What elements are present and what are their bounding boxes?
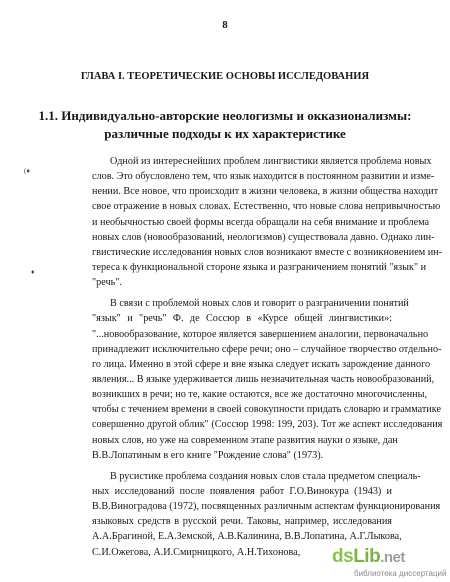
text-line: новых слов, но уже на современном этапе развития науки о языке, дан (92, 434, 398, 446)
watermark-net: .net (380, 549, 405, 566)
margin-mark: (♦ (24, 167, 30, 175)
text-line: "...новообразование, которое является завершением аналогии, первоначально (92, 328, 429, 340)
section-title-line: различные подходы к их характеристике (104, 126, 346, 141)
text-line: ных исследований после появления работ Г.О.Винокура (1943) и (92, 485, 392, 497)
text-line: го лица. Именно в этой сфере и вне языка следует искать зарождение данного (92, 358, 431, 370)
text-line: В русистике проблема создания новых слов стала предметом специаль- (110, 470, 421, 482)
text-line: В связи с проблемой новых слов и говорит о разграничении понятий (110, 298, 409, 310)
text-line: "язык" и "речь" Ф. де Соссюр в «Курсе общей лингвистики»: (92, 313, 392, 325)
text-line: и необычностью своей формы всегда обращали на себя внимание и проблема (92, 216, 430, 228)
text-line: свое отражение в новых словах. Естественно, что новые слова непривычностью (92, 201, 441, 213)
text-line: В.В.Лопатиным в его книге "Рождение слова" (1973). (92, 449, 324, 461)
text-line: языковых средств в русской речи. Таковы, например, исследования (92, 516, 392, 528)
watermark-ds: ds (332, 546, 354, 567)
text-line: возникших в речи; но те, какие остаются, все же достаточно многочисленны, (92, 389, 428, 401)
text-line: Одной из интереснейших проблем лингвистики является проблема новых (110, 156, 432, 167)
watermark-logo (332, 546, 447, 578)
text-line: чтобы с течением времени в своей совокупности придать словарю и грамматике (92, 404, 441, 416)
text-line: совершенно другой облик" (Соссюр 1998: 199, 203). Тот же аспект исследования (92, 419, 443, 431)
text-line: "речь". (92, 277, 122, 289)
watermark-subtitle: библиотека диссертаций (354, 569, 447, 578)
chapter-title: ГЛАВА I. ТЕОРЕТИЧЕСКИЕ ОСНОВЫ ИССЛЕДОВАНИЯ (80, 71, 370, 82)
text-line: новых слов (новообразований, неологизмов) существовала давно. Однако лин- (92, 231, 435, 243)
text-line: гвистические исследования новых слов возникают вместе с возникновением ин- (92, 246, 443, 258)
margin-mark: ♦ (31, 268, 35, 276)
text-line: В.В.Виноградова (1972), посвященных различным аспектам функционирования (92, 501, 441, 513)
text-line: слов. Это обусловлено тем, что язык находится в постоянном развитии и изме- (92, 171, 435, 183)
text-line: нении. Все новое, что происходит в жизни человека, в жизни общества находит (92, 186, 439, 198)
text-line: С.И.Ожегова, А.И.Смирницкого, А.Н.Тихонова, (92, 546, 301, 558)
watermark-brand (332, 546, 405, 568)
text-line: принадлежит исключительно сфере речи; оно – случайное творчество отдельно- (92, 343, 442, 355)
section-title (0, 107, 450, 143)
text-line: А.А.Брагиной, Е.А.Земской, А.В.Калинина, В.В.Лопатина, А.Г.Лыкова, (92, 531, 402, 543)
text-line: явления... В языке удерживается лишь незначительная часть новообразований, (92, 373, 435, 385)
section-title-line: 1.1. Индивидуально-авторские неологизмы и окказионализмы: (38, 108, 412, 123)
text-line: тереса к функциональной стороне языка и разграничением понятий "язык" и (92, 261, 427, 273)
watermark-lib: Lib (353, 546, 381, 567)
page-number: 8 (222, 19, 228, 31)
